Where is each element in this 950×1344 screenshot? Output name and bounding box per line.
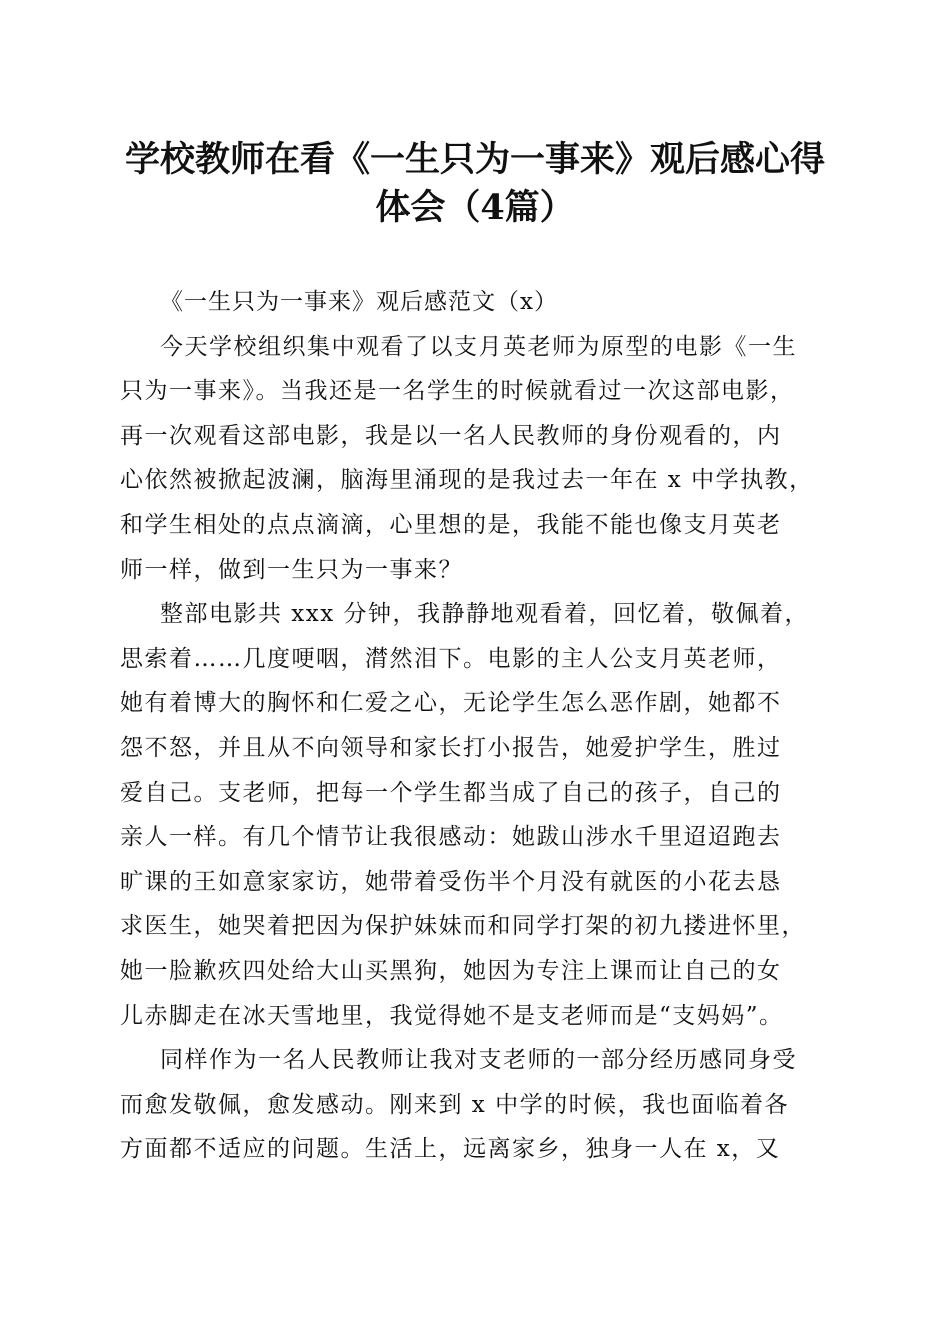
- paragraph-3-line: 方面都不适应的问题。生活上，远离家乡，独身一人在 x，又: [120, 1136, 781, 1163]
- title-line: 学校教师在看《一生只为一事来》观后感心得: [124, 139, 825, 180]
- paragraph-1-line: 师一样，做到一生只为一事来？: [120, 556, 463, 583]
- paragraph-1-line: 再一次观看这部电影，我是以一名人民教师的身份观看的，内: [120, 422, 782, 449]
- paragraph-2-line: 她有着博大的胸怀和仁爱之心，无论学生怎么恶作剧，她都不: [120, 690, 782, 717]
- paragraph-2-line: 爱自己。支老师，把每一个学生都当成了自己的孩子，自己的: [120, 779, 782, 806]
- paragraph-2-line: 求医生，她哭着把因为保护妹妹而和同学打架的初九搂进怀里，: [120, 913, 806, 940]
- paragraph-1-line: 心依然被掀起波澜，脑海里涌现的是我过去一年在 x 中学执教，: [120, 467, 814, 494]
- paragraph-1-line: 和学生相处的点点滴滴，心里想的是，我能不能也像支月英老: [120, 511, 782, 538]
- paragraph-2-line: 整部电影共 xxx 分钟，我静静地观看着，回忆着，敬佩着，: [160, 601, 810, 628]
- paragraph-2-line: 她一脸歉疚四处给大山买黑狗，她因为专注上课而让自己的女: [120, 957, 782, 984]
- section-subtitle: 《一生只为一事来》观后感范文（x）: [160, 289, 558, 315]
- document-body: [120, 280, 835, 1172]
- document-title: [110, 136, 840, 232]
- paragraph-3-line: 而愈发敬佩，愈发感动。刚来到 x 中学的时候，我也面临着各: [120, 1091, 790, 1118]
- paragraph-2-line: 儿赤脚走在冰天雪地里，我觉得她不是支老师而是“支妈妈”。: [120, 1002, 784, 1029]
- paragraph-1-line: 今天学校组织集中观看了以支月英老师为原型的电影《一生: [160, 333, 797, 360]
- paragraph-2-line: 思索着……几度哽咽，潸然泪下。电影的主人公支月英老师，: [120, 645, 782, 672]
- paragraph-1-line: 只为一事来》。当我还是一名学生的时候就看过一次这部电影，: [120, 378, 795, 405]
- title-line: 体会（4篇）: [375, 187, 575, 228]
- paragraph-3-line: 同样作为一名人民教师让我对支老师的一部分经历感同身受: [160, 1047, 797, 1074]
- paragraph-2-line: 旷课的王如意家家访，她带着受伤半个月没有就医的小花去恳: [120, 868, 782, 895]
- paragraph-2-line: 怨不怒，并且从不向领导和家长打小报告，她爱护学生，胜过: [120, 734, 782, 761]
- paragraph-2-line: 亲人一样。有几个情节让我很感动：她跋山涉水千里迢迢跑去: [120, 824, 782, 851]
